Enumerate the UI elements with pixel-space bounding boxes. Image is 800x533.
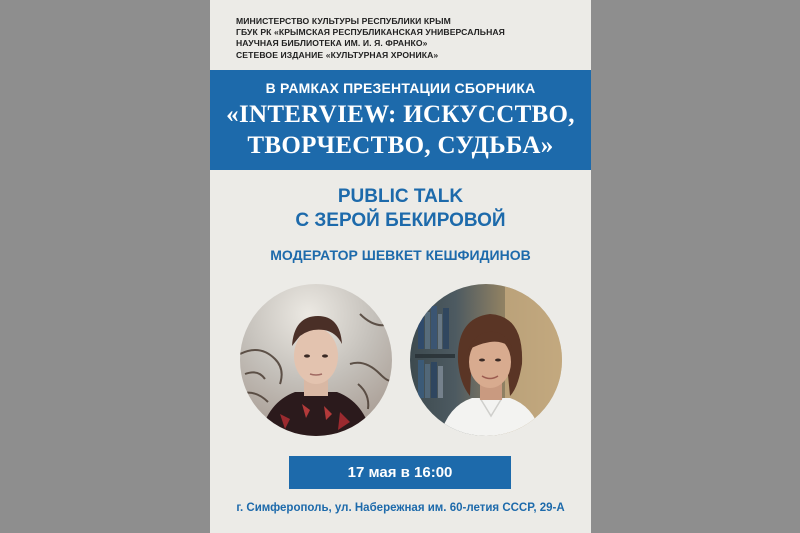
banner-title — [210, 99, 591, 161]
moderator-photo — [240, 284, 392, 436]
organizer-line: НАУЧНАЯ БИБЛИОТЕКА ИМ. И. Я. ФРАНКО» — [236, 38, 428, 49]
guest-photo — [410, 284, 562, 436]
event-poster — [210, 0, 591, 533]
talk-heading-line: PUBLIC TALK — [337, 186, 464, 207]
event-datetime: 17 мая в 16:00 — [289, 456, 511, 489]
moderator-label: МОДЕРАТОР ШЕВКЕТ КЕШФИДИНОВ — [270, 247, 531, 263]
organizer-line: ГБУК РК «КРЫМСКАЯ РЕСПУБЛИКАНСКАЯ УНИВЕРСАЛЬНАЯ — [236, 27, 505, 38]
title-banner — [210, 70, 591, 170]
organizers-block — [236, 16, 576, 61]
organizer-line: МИНИСТЕРСТВО КУЛЬТУРЫ РЕСПУБЛИКИ КРЫМ — [236, 16, 451, 26]
talk-heading — [210, 185, 591, 233]
event-address: г. Симферополь, ул. Набережная им. 60-летия СССР, 29-А — [236, 502, 565, 514]
talk-heading-line: С ЗЕРОЙ БЕКИРОВОЙ — [295, 210, 506, 231]
organizer-line: СЕТЕВОЕ ИЗДАНИЕ «КУЛЬТУРНАЯ ХРОНИКА» — [236, 49, 439, 60]
moderator-photo-illustration — [240, 284, 392, 436]
banner-title-line: «INTERVIEW: ИСКУССТВО, — [226, 101, 575, 128]
banner-title-line: ТВОРЧЕСТВО, СУДЬБА» — [247, 132, 554, 159]
guest-photo-illustration — [410, 284, 562, 436]
banner-subtitle: В РАМКАХ ПРЕЗЕНТАЦИИ СБОРНИКА — [265, 80, 536, 96]
